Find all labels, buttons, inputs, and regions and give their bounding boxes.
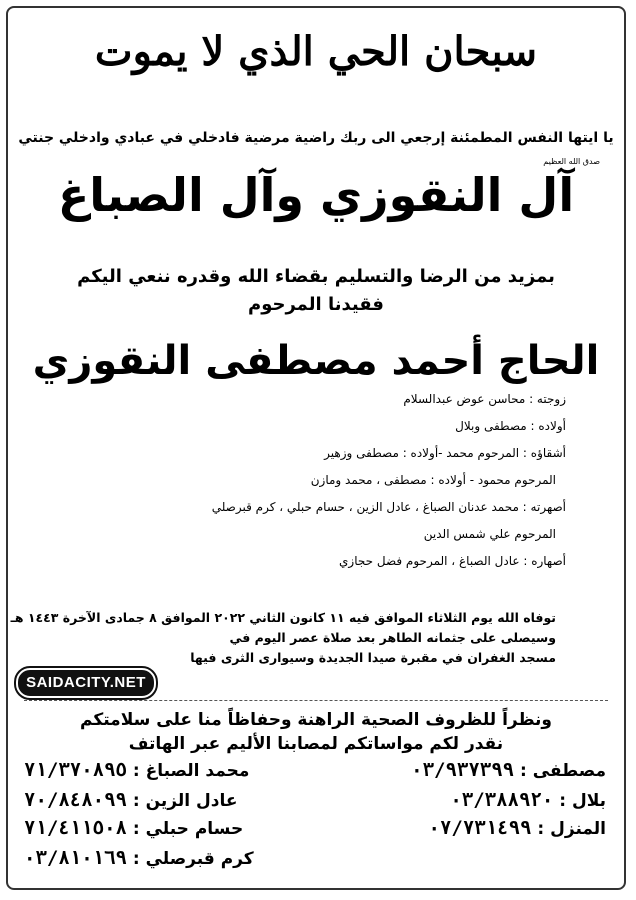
section-divider [24,700,608,701]
phone-entry [24,847,254,869]
announcement-line-2: فقيدنا المرحوم [248,294,384,315]
family-names: آل النقوزي وآل الصباغ [57,168,575,222]
phone-number: ٧١/٤١١٥٠٨ [24,817,127,839]
phone-entry [411,759,606,781]
announcement-line-1: بمزيد من الرضا والتسليم بقضاء الله وقدره ننعي اليكم [77,266,555,287]
phone-name: مصطفى : [520,761,606,781]
relatives-wife: زوجته : محاسن عوض عبدالسلام [403,392,566,406]
phone-number: ٠٣/٣٨٨٩٢٠ [450,789,554,811]
phone-number: ٧٠/٨٤٨٠٩٩ [24,789,127,811]
death-notice-line-1: توفاه الله يوم الثلاثاء الموافق فيه ١١ كانون الثاني ٢٠٢٢ الموافق ٨ جمادى الآخرة ١٤٤٣ هـ [10,610,556,625]
death-notice-line-3: مسجد الغفران في مقبرة صيدا الجديدة وسيوارى الثرى فيها [190,650,556,665]
death-notice [11,608,556,668]
phone-entry [24,789,237,811]
phone-entry [24,817,243,839]
announcement [8,263,624,319]
saidacity-logo: SAIDACITY.NET [16,668,156,698]
covid-note-line-2: نقدر لكم مواساتكم لمصابنا الأليم عبر الهاتف [128,734,504,754]
covid-note-line-1: ونظراً للظروف الصحية الراهنة وحفاظاً منا على سلامتكم [80,710,552,730]
relatives-brothers: أشقاؤه : المرحوم محمد -أولاده : مصطفى وزهير [324,446,566,460]
relatives-children: أولاده : مصطفى وبلال [455,419,566,433]
phone-name: عادل الزين : [132,791,238,811]
relatives-list [212,386,566,575]
verse-attribution: صدق الله العظيم [543,157,600,166]
phone-number: ٧١/٣٧٠٨٩٥ [24,759,127,781]
relatives-brothers-cont: المرحوم محمود - أولاده : مصطفى ، محمد ومازن [310,473,556,487]
phone-name: بلال : [559,791,606,811]
calligraphy-title: سبحان الحي الذي لا يموت [94,28,538,75]
death-notice-line-2: وسيصلى على جثمانه الطاهر بعد صلاة عصر اليوم في [229,630,556,645]
quran-verse: يا ايتها النفس المطمئنة إرجعي الى ربك راضية مرضية فادخلي في عبادي وادخلي جنتي [18,130,614,146]
relatives-sons-in-law-cont: المرحوم علي شمس الدين [423,527,556,541]
phone-number: ٠٧/٧٣١٤٩٩ [428,817,532,839]
phone-list [8,753,624,883]
deceased-name: الحاج أحمد مصطفى النقوزي [32,338,600,384]
phone-name: حسام حبلي : [132,819,244,839]
relatives-sons-in-law: أصهرته : محمد عدنان الصباغ ، عادل الزين ، حسام حبلي ، كرم قبرصلي [211,500,566,514]
phone-entry [429,817,606,839]
phone-entry [450,789,606,811]
phone-name: المنزل : [537,819,606,839]
phone-name: كرم قبرصلي : [132,849,254,869]
relatives-in-laws: أصهاره : عادل الصباغ ، المرحوم فضل حجازي [339,554,566,568]
obituary-notice [6,6,626,890]
phone-name: محمد الصباغ : [132,761,250,781]
phone-number: ٠٣/٩٣٧٣٩٩ [411,759,515,781]
phone-number: ٠٣/٨١٠١٦٩ [24,847,127,869]
covid-note [8,708,624,756]
phone-entry [24,759,249,781]
